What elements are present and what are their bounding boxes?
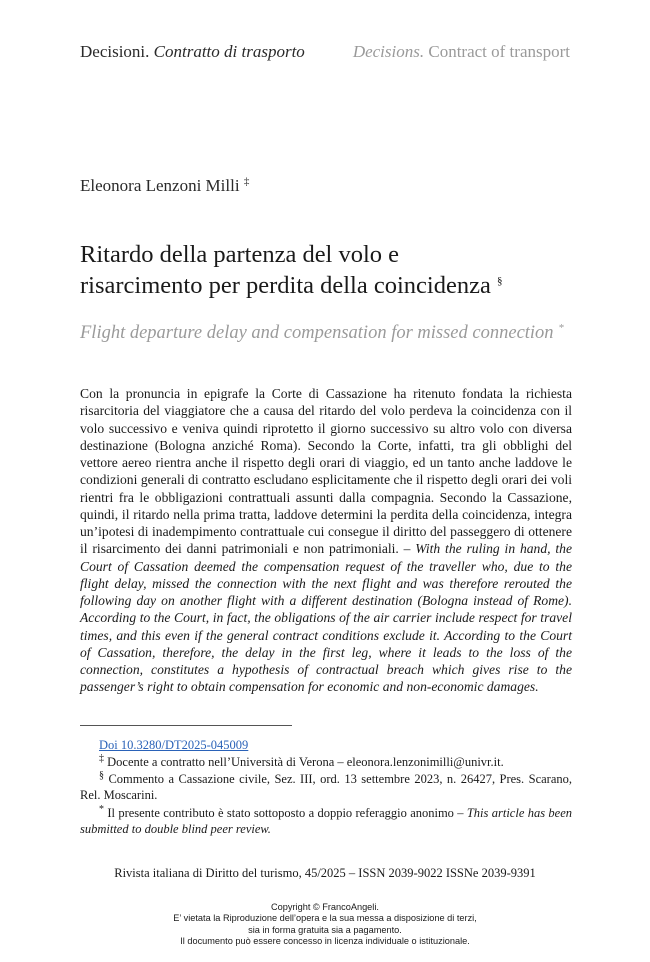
footnote-peer-review: * Il presente contributo è stato sottoposto a doppio referaggio anonimo – This article has been submitted to double blind peer review. bbox=[80, 803, 572, 836]
header-section: Decisioni. bbox=[80, 42, 150, 61]
header-section-en: Decisions. bbox=[352, 42, 425, 61]
header-subsection-en: Contract of transport bbox=[428, 42, 570, 61]
footnote-mark: § bbox=[99, 769, 104, 781]
doi-link[interactable]: Doi 10.3280/DT2025-045009 bbox=[99, 738, 249, 752]
author-name: Eleonora Lenzoni Milli bbox=[80, 176, 240, 195]
copyright-line: E’ vietata la Riproduzione dell’opera e la sua messa a disposizione di terzi, bbox=[173, 913, 477, 924]
abstract bbox=[80, 385, 572, 696]
journal-citation: Rivista italiana di Diritto del turismo, 45/2025 – ISSN 2039-9022 ISSNe 2039-9391 bbox=[114, 866, 536, 880]
header-subsection: Contratto di trasporto bbox=[153, 42, 305, 61]
abstract-english: With the ruling in hand, the Court of Cassation deemed the compensation request of the traveller who, due to the flight delay, missed the connection with the next flight and was therefore rerouted the following day on another flight with a different destination (Bologna instead of Rome). According to the Court, in fact, the obligations of the air carrier include respect for travel times, and this even if the general contract conditions exclude it. According to the Court of Cassation, therefore, the delay in the first leg, where it leads to the loss of the connection, constitutes a hypothesis of contractual breach which gives rise to the passenger’s right to obtain compensation for economic and non-economic damages. bbox=[80, 541, 572, 695]
footnote-mark: ‡ bbox=[99, 752, 104, 764]
footnote-author: ‡ Docente a contratto nell’Università di Verona – eleonora.lenzonimilli@univr.it. bbox=[99, 752, 504, 769]
title-en-footnote-mark[interactable]: * bbox=[558, 321, 564, 334]
author-line bbox=[80, 176, 249, 196]
title-footnote-mark[interactable]: § bbox=[496, 274, 503, 287]
copyright-notice bbox=[0, 902, 650, 947]
copyright-line: Il documento può essere concesso in licenza individuale o istituzionale. bbox=[180, 935, 470, 946]
copyright-line: Copyright © FrancoAngeli. bbox=[271, 902, 379, 912]
article-title bbox=[80, 239, 580, 301]
footnote-mark: * bbox=[99, 803, 104, 815]
abstract-italian: Con la pronuncia in epigrafe la Corte di Cassazione ha ritenuto fondata la richiesta risarcitoria del viaggiatore che a causa del ritardo del volo perdeva la coincidenza con il volo successivo e veniva quindi riprotetto il giorno successivo su altro volo con diversa destinazione (Bologna anziché Roma). Secondo la Corte, infatti, tra gli obblighi del vettore aereo rientra anche il rispetto degli orari di viaggio, ed un tanto anche laddove le condizioni generali di contratto escludano esplicitamente che il rispetto degli orari dei voli rientri fra le obbligazioni contrattuali assunti dalla compagnia. Secondo la Cassazione, quindi, il ritardo nella prima tratta, laddove determini la perdita della coincidenza, integra un’ipotesi di inadempimento contrattuale cui consegue il diritto del passeggero di ottenere il risarcimento dei danni patrimoniali e non patrimoniali. – bbox=[80, 386, 572, 557]
article-title-english: Flight departure delay and compensation for missed connection * bbox=[80, 321, 564, 343]
title-line-2: risarcimento per perdita della coincidenza § bbox=[80, 272, 503, 299]
footnote-commento: § Commento a Cassazione civile, Sez. III, ord. 13 settembre 2023, n. 26427, Pres. Scarano, Rel. Moscarini. bbox=[80, 769, 572, 802]
author-footnote-mark[interactable]: ‡ bbox=[243, 175, 250, 188]
title-line-1: Ritardo della partenza del volo e bbox=[80, 241, 400, 268]
running-header-left bbox=[80, 42, 305, 62]
running-header-right bbox=[353, 42, 570, 62]
copyright-line: sia in forma gratuita sia a pagamento. bbox=[248, 924, 402, 935]
footnote-divider bbox=[80, 725, 292, 726]
